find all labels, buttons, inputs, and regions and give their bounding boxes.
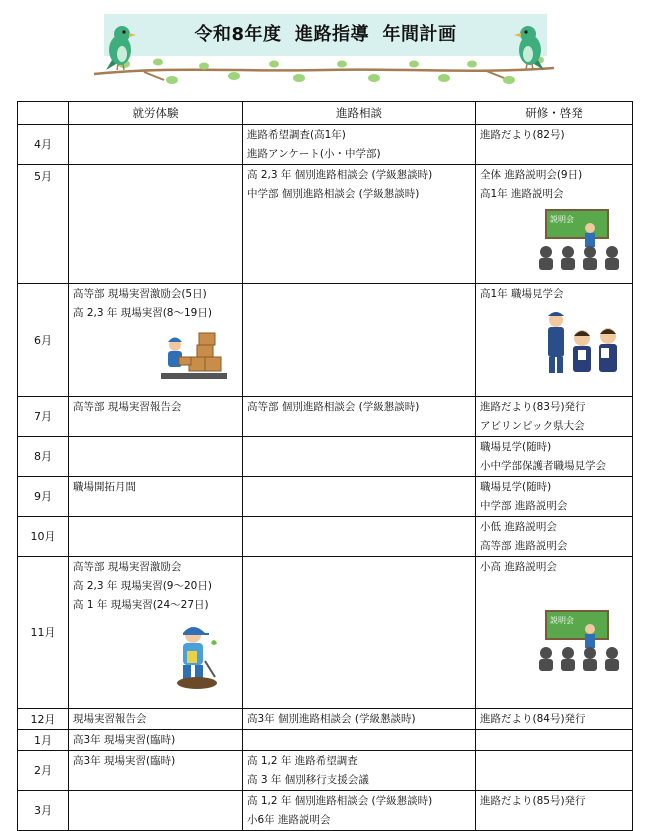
list-item: 職場開拓月間 [73, 481, 136, 493]
training-cell [476, 125, 633, 165]
table-row [18, 125, 633, 165]
table-row [18, 437, 633, 477]
list-item: 現場実習報告会 [73, 713, 147, 725]
consult-cell [243, 730, 476, 751]
month-cell: 7月 [18, 397, 69, 437]
consult-cell [243, 477, 476, 517]
list-item: 高 1 年 現場実習(24～27日) [73, 599, 209, 611]
list-item: 高等部 現場実習激励会 [73, 561, 182, 573]
month-cell: 9月 [18, 477, 69, 517]
table-row [18, 709, 633, 730]
list-item: 中学部 進路説明会 [480, 500, 568, 512]
list-item: 高 2,3 年 現場実習(8～19日) [73, 307, 212, 319]
list-item: 進路だより(83号)発行 [480, 401, 586, 413]
table-row [18, 165, 633, 284]
consult-cell [243, 709, 476, 730]
training-cell [476, 437, 633, 477]
list-item: 進路アンケート(小・中学部) [247, 148, 381, 160]
list-item: 高3年 現場実習(臨時) [73, 755, 176, 767]
consult-cell [243, 557, 476, 709]
consult-cell [243, 517, 476, 557]
header-training-awareness: 研修・啓発 [476, 102, 633, 125]
training-cell [476, 709, 633, 730]
list-item: 小6年 進路説明会 [247, 814, 331, 826]
work-cell [69, 477, 243, 517]
work-cell [69, 557, 243, 709]
page-title: 令和8年度 進路指導 年間計画 [194, 24, 457, 45]
annual-plan-table [17, 101, 633, 831]
table-row [18, 557, 633, 709]
table-row [18, 791, 633, 831]
farm-worker-illustration [171, 621, 221, 691]
work-cell [69, 517, 243, 557]
month-cell: 5月 [18, 165, 69, 284]
training-cell [476, 477, 633, 517]
list-item: 高等部 個別進路相談会 (学級懇談時) [247, 401, 420, 413]
month-cell: 10月 [18, 517, 69, 557]
training-cell [476, 517, 633, 557]
table-row [18, 751, 633, 791]
worker-boxes-illustration [161, 327, 227, 383]
list-item: 高等部 現場実習報告会 [73, 401, 182, 413]
list-item: 進路だより(82号) [480, 129, 565, 141]
list-item: 高 1,2 年 進路希望調査 [247, 755, 358, 767]
month-cell: 3月 [18, 791, 69, 831]
table-row [18, 397, 633, 437]
list-item: 小低 進路説明会 [480, 521, 557, 533]
training-cell [476, 397, 633, 437]
month-cell: 6月 [18, 284, 69, 397]
work-cell [69, 165, 243, 284]
workplace-tour-illustration [538, 306, 628, 378]
training-cell [476, 730, 633, 751]
list-item: 高 2,3 年 個別進路相談会 (学級懇談時) [247, 169, 433, 181]
list-item: アビリンピック県大会 [480, 420, 585, 432]
list-item: 小中学部保護者職場見学会 [480, 460, 606, 472]
work-cell [69, 397, 243, 437]
list-item: 高 2,3 年 現場実習(9～20日) [73, 580, 212, 592]
month-cell: 1月 [18, 730, 69, 751]
list-item: 小高 進路説明会 [480, 561, 557, 573]
list-item: 高等部 現場実習激励会(5日) [73, 288, 207, 300]
table-row [18, 477, 633, 517]
board-text: 説明会 [550, 616, 574, 625]
consult-cell [243, 751, 476, 791]
work-cell [69, 284, 243, 397]
presentation-illustration [536, 206, 626, 272]
work-cell [69, 751, 243, 791]
training-cell [476, 751, 633, 791]
consult-cell [243, 284, 476, 397]
consult-cell [243, 125, 476, 165]
training-cell [476, 165, 633, 284]
list-item: 高 1,2 年 個別進路相談会 (学級懇談時) [247, 795, 433, 807]
list-item: 中学部 個別進路相談会 (学級懇談時) [247, 188, 420, 200]
header-work-experience: 就労体験 [69, 102, 243, 125]
table-header-row [18, 102, 633, 125]
work-cell [69, 709, 243, 730]
consult-cell [243, 397, 476, 437]
work-cell [69, 730, 243, 751]
training-cell [476, 557, 633, 709]
list-item: 職場見学(随時) [480, 481, 552, 493]
table-row [18, 517, 633, 557]
presentation-illustration [536, 607, 626, 673]
consult-cell [243, 791, 476, 831]
month-cell: 11月 [18, 557, 69, 709]
list-item: 高 3 年 個別移行支援会議 [247, 774, 369, 786]
header-career-consultation: 進路相談 [243, 102, 476, 125]
list-item: 高等部 進路説明会 [480, 540, 568, 552]
month-cell: 2月 [18, 751, 69, 791]
list-item: 全体 進路説明会(9日) [480, 169, 583, 181]
work-cell [69, 125, 243, 165]
month-cell: 8月 [18, 437, 69, 477]
table-row [18, 284, 633, 397]
list-item: 高3年 個別進路相談会 (学級懇談時) [247, 713, 416, 725]
list-item: 職場見学(随時) [480, 441, 552, 453]
work-cell [69, 437, 243, 477]
list-item: 高1年 職場見学会 [480, 288, 564, 300]
list-item: 進路だより(84号)発行 [480, 713, 586, 725]
list-item: 高1年 進路説明会 [480, 188, 564, 200]
work-cell [69, 791, 243, 831]
list-item: 高3年 現場実習(臨時) [73, 734, 176, 746]
training-cell [476, 284, 633, 397]
training-cell [476, 791, 633, 831]
table-row [18, 730, 633, 751]
header-month [18, 102, 69, 125]
list-item: 進路希望調査(高1年) [247, 129, 346, 141]
list-item: 進路だより(85号)発行 [480, 795, 586, 807]
month-cell: 4月 [18, 125, 69, 165]
consult-cell [243, 165, 476, 284]
board-text: 説明会 [550, 215, 574, 224]
month-cell: 12月 [18, 709, 69, 730]
consult-cell [243, 437, 476, 477]
